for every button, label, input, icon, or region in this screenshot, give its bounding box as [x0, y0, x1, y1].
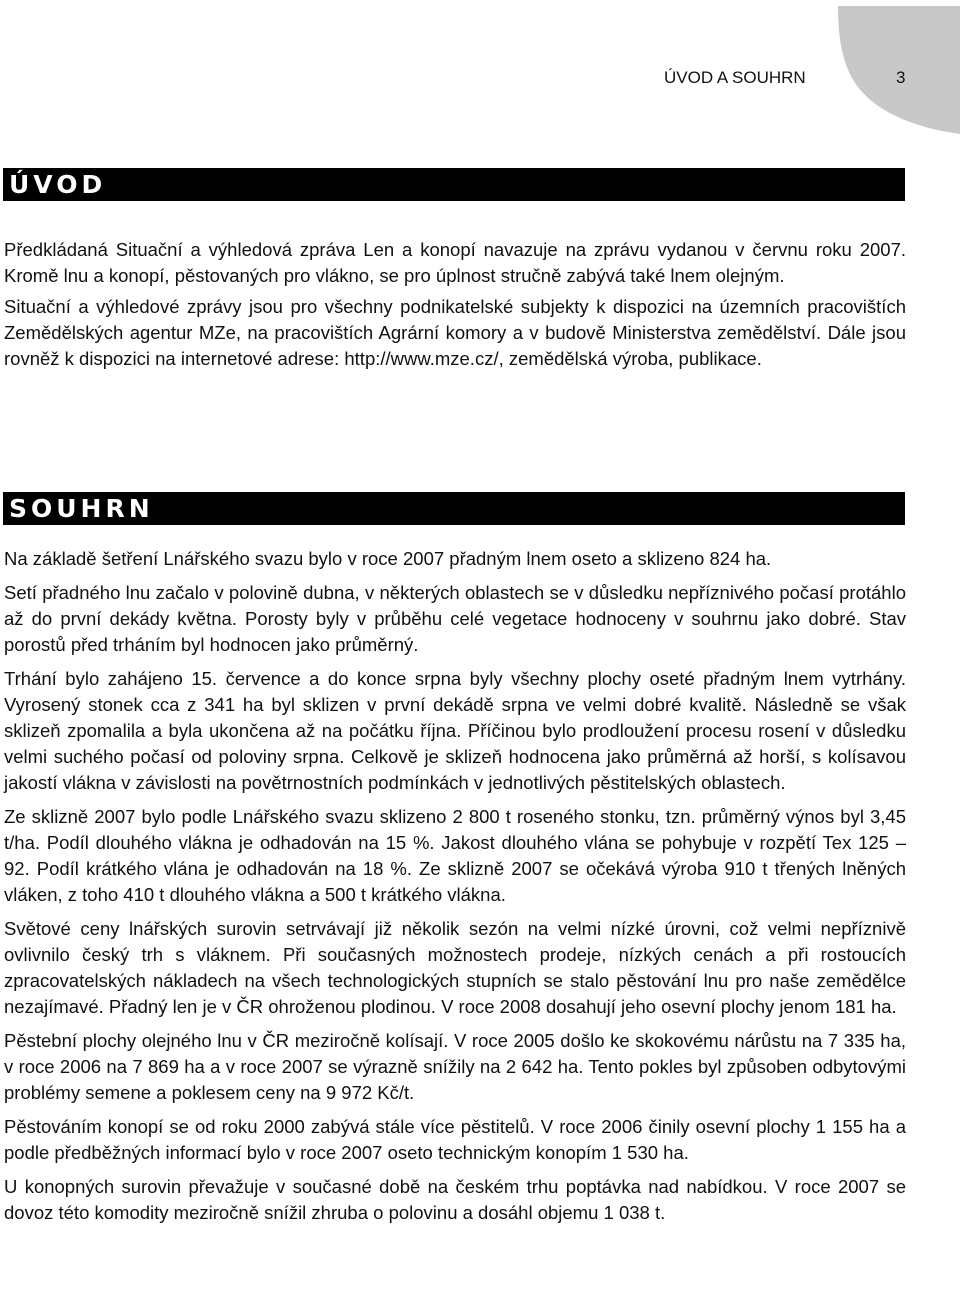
paragraph: Setí přadného lnu začalo v polovině dubna, v některých oblastech se v důsledku nepříznivého počasí protáhlo až do první dekády května. Porosty byly v průběhu celé vegetace hodnoceny v souhrnu jako dobré. Stav porostů před trháním byl hodnocen jako průměrný.	[4, 582, 906, 655]
paragraph: Trhání bylo zahájeno 15. července a do konce srpna byly všechny plochy oseté přadným lnem vytrhány. Vyrosený stonek cca z 341 ha byl sklizen v první dekádě srpna ve velmi dobré kvalitě. Následně se však sklizeň zpomalila a byla ukončena až na počátku října. Příčinou bylo prodloužení procesu rosení v důsledku velmi suchého počasí od poloviny srpna. Celkově je sklizeň hodnocena jako průměrná až horší, s kolísavou jakostí vlákna v závislosti na povětrnostních podmínkách v jednotlivých pěstitelských oblastech.	[4, 668, 906, 793]
paragraph: Situační a výhledové zprávy jsou pro všechny podnikatelské subjekty k dispozici na územních pracovištích Zemědělských agentur MZe, na pracovištích Agrární komory a v budově Ministerstva zemědělství. Dále jsou rovněž k dispozici na internetové adrese: http://www.mze.cz/, zemědělská výroba, publikace.	[4, 296, 906, 369]
souhrn-body	[4, 546, 906, 1226]
paragraph: U konopných surovin převažuje v současné době na českém trhu poptávka nad nabídkou. V roce 2007 se dovoz této komodity meziročně snížil zhruba o polovinu a dosáhl objemu 1 038 t.	[4, 1176, 906, 1223]
section-heading-uvod: ÚVOD	[3, 168, 905, 201]
page-number: 3	[896, 68, 906, 87]
section-heading-souhrn: SOUHRN	[3, 492, 905, 525]
paragraph: Pěstováním konopí se od roku 2000 zabývá stále více pěstitelů. V roce 2006 činily osevní plochy 1 155 ha a podle předběžných informací bylo v roce 2007 oseto technickým konopím 1 530 ha.	[4, 1116, 906, 1163]
paragraph: Ze sklizně 2007 bylo podle Lnářského svazu sklizeno 2 800 t roseného stonku, tzn. průměrný výnos byl 3,45 t/ha. Podíl dlouhého vlákna je odhadován na 15 %. Jakost dlouhého vlána se pohybuje v rozpětí Tex 125 – 92. Podíl krátkého vlána je odhadován na 18 %. Ze sklizně 2007 se očekává výroba 910 t třených lněných vláken, z toho 410 t dlouhého vlákna a 500 t krátkého vlákna.	[4, 806, 906, 905]
running-header-title: ÚVOD A SOUHRN	[664, 68, 806, 87]
leaf-shape-icon	[836, 0, 960, 134]
uvod-body	[4, 237, 906, 372]
paragraph: Světové ceny lnářských surovin setrvávají již několik sezón na velmi nízké úrovni, což velmi nepříznivě ovlivnilo český trh s vláknem. Při současných možnostech prodeje, nízkých cenách a při rostoucích zpracovatelských nákladech na všech technologických stupních se stalo pěstování lnu pro naše zemědělce nezajímavé. Přadný len je v ČR ohroženou plodinou. V roce 2008 dosahují jeho osevní plochy jenom 181 ha.	[4, 918, 906, 1017]
paragraph: Na základě šetření Lnářského svazu bylo v roce 2007 přadným lnem oseto a sklizeno 824 ha.	[4, 548, 772, 569]
running-header	[664, 68, 944, 92]
paragraph: Předkládaná Situační a výhledová zpráva Len a konopí navazuje na zprávu vydanou v červnu roku 2007. Kromě lnu a konopí, pěstovaných pro vlákno, se pro úplnost stručně zabývá také lnem olejným.	[4, 239, 906, 286]
paragraph: Pěstební plochy olejného lnu v ČR meziročně kolísají. V roce 2005 došlo ke skokovému nárůstu na 7 335 ha, v roce 2006 na 7 869 ha a v roce 2007 se výrazně snížily na 2 642 ha. Tento pokles byl způsoben odbytovými problémy semene a poklesem ceny na 9 972 Kč/t.	[4, 1030, 906, 1103]
